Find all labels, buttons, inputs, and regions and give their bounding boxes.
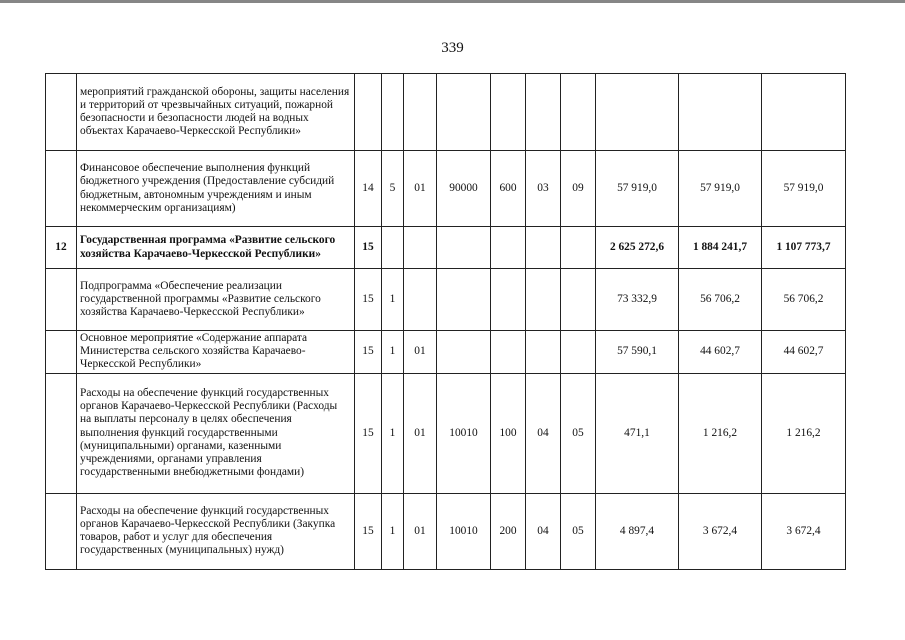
- code-cell-4: 10010: [437, 373, 491, 493]
- code-cell-4: [437, 269, 491, 331]
- amount-cell-1: 471,1: [596, 373, 679, 493]
- amount-cell-2: [679, 74, 762, 151]
- code-cell-1: 15: [355, 373, 382, 493]
- code-cell-4: [437, 74, 491, 151]
- code-cell-3: 01: [404, 331, 437, 374]
- code-cell-1: [355, 74, 382, 151]
- amount-cell-3: 44 602,7: [762, 331, 846, 374]
- amount-cell-1: [596, 74, 679, 151]
- code-cell-1: 15: [355, 269, 382, 331]
- table-row: [46, 373, 846, 493]
- amount-cell-2: 1 884 241,7: [679, 227, 762, 269]
- code-cell-6: [526, 227, 561, 269]
- code-cell-2: 1: [382, 373, 404, 493]
- table-row: [46, 331, 846, 374]
- code-cell-3: [404, 269, 437, 331]
- code-cell-5: [491, 74, 526, 151]
- code-cell-1: 15: [355, 331, 382, 374]
- code-cell-2: 1: [382, 493, 404, 569]
- code-cell-6: [526, 269, 561, 331]
- amount-cell-2: 3 672,4: [679, 493, 762, 569]
- code-cell-1: 15: [355, 227, 382, 269]
- scan-top-edge: [0, 0, 905, 3]
- amount-cell-3: 56 706,2: [762, 269, 846, 331]
- code-cell-5: [491, 227, 526, 269]
- row-description-cell: Основное мероприятие «Содержание аппарата Министерства сельского хозяйства Карачаево-Черкесской Республики»: [77, 331, 355, 374]
- code-cell-6: [526, 331, 561, 374]
- row-description-cell: Подпрограмма «Обеспечение реализации государственной программы «Развитие сельского хозяйства Карачаево-Черкесской Республики»: [77, 269, 355, 331]
- code-cell-4: [437, 227, 491, 269]
- row-number-cell: [46, 269, 77, 331]
- code-cell-7: 09: [561, 151, 596, 227]
- row-number-cell: [46, 74, 77, 151]
- amount-cell-3: [762, 74, 846, 151]
- row-description-cell: мероприятий гражданской обороны, защиты населения и территорий от чрезвычайных ситуаций, пожарной безопасности и безопасности людей на водных объектах Карачаево-Черкесской Республики»: [77, 74, 355, 151]
- code-cell-3: 01: [404, 151, 437, 227]
- table-row: [46, 74, 846, 151]
- amount-cell-1: 4 897,4: [596, 493, 679, 569]
- code-cell-4: 90000: [437, 151, 491, 227]
- row-number-cell: [46, 151, 77, 227]
- row-number-cell: [46, 493, 77, 569]
- amount-cell-1: 2 625 272,6: [596, 227, 679, 269]
- amount-cell-2: 44 602,7: [679, 331, 762, 374]
- row-description-cell: Расходы на обеспечение функций государственных органов Карачаево-Черкесской Республики (Закупка товаров, работ и услуг для обеспечения государственных (муниципальных) нужд): [77, 493, 355, 569]
- page-number: 339: [441, 40, 464, 56]
- table-body: [46, 74, 846, 570]
- code-cell-5: 100: [491, 373, 526, 493]
- row-description-cell: Государственная программа «Развитие сельского хозяйства Карачаево-Черкесской Республики»: [77, 227, 355, 269]
- code-cell-7: [561, 227, 596, 269]
- code-cell-3: 01: [404, 493, 437, 569]
- code-cell-4: [437, 331, 491, 374]
- row-number-cell: 12: [46, 227, 77, 269]
- amount-cell-3: 3 672,4: [762, 493, 846, 569]
- code-cell-7: 05: [561, 373, 596, 493]
- row-description-cell: Расходы на обеспечение функций государственных органов Карачаево-Черкесской Республики (Расходы на выплаты персоналу в целях обеспечения выполнения функций государственными (муниципальными) органами, казенными учреждениями, органами управления государственными внебюджетными фондами): [77, 373, 355, 493]
- code-cell-2: [382, 74, 404, 151]
- amount-cell-1: 73 332,9: [596, 269, 679, 331]
- code-cell-1: 14: [355, 151, 382, 227]
- code-cell-1: 15: [355, 493, 382, 569]
- amount-cell-3: 57 919,0: [762, 151, 846, 227]
- code-cell-6: 04: [526, 373, 561, 493]
- code-cell-6: 03: [526, 151, 561, 227]
- code-cell-4: 10010: [437, 493, 491, 569]
- code-cell-7: [561, 331, 596, 374]
- amount-cell-1: 57 590,1: [596, 331, 679, 374]
- code-cell-3: [404, 227, 437, 269]
- row-number-cell: [46, 373, 77, 493]
- code-cell-6: [526, 74, 561, 151]
- code-cell-5: [491, 331, 526, 374]
- table-row: [46, 493, 846, 569]
- amount-cell-1: 57 919,0: [596, 151, 679, 227]
- code-cell-7: [561, 269, 596, 331]
- budget-table: [45, 73, 846, 570]
- row-description-cell: Финансовое обеспечение выполнения функций бюджетного учреждения (Предоставление субсидий бюджетным, автономным учреждениям и иным некоммерческим организациям): [77, 151, 355, 227]
- code-cell-3: [404, 74, 437, 151]
- amount-cell-2: 57 919,0: [679, 151, 762, 227]
- amount-cell-3: 1 216,2: [762, 373, 846, 493]
- code-cell-7: [561, 74, 596, 151]
- code-cell-5: 200: [491, 493, 526, 569]
- code-cell-6: 04: [526, 493, 561, 569]
- code-cell-3: 01: [404, 373, 437, 493]
- row-number-cell: [46, 331, 77, 374]
- table-row: [46, 269, 846, 331]
- code-cell-5: [491, 269, 526, 331]
- table-row: [46, 151, 846, 227]
- table-row: [46, 227, 846, 269]
- code-cell-2: 5: [382, 151, 404, 227]
- code-cell-2: [382, 227, 404, 269]
- code-cell-2: 1: [382, 331, 404, 374]
- code-cell-2: 1: [382, 269, 404, 331]
- code-cell-5: 600: [491, 151, 526, 227]
- amount-cell-2: 1 216,2: [679, 373, 762, 493]
- amount-cell-3: 1 107 773,7: [762, 227, 846, 269]
- amount-cell-2: 56 706,2: [679, 269, 762, 331]
- code-cell-7: 05: [561, 493, 596, 569]
